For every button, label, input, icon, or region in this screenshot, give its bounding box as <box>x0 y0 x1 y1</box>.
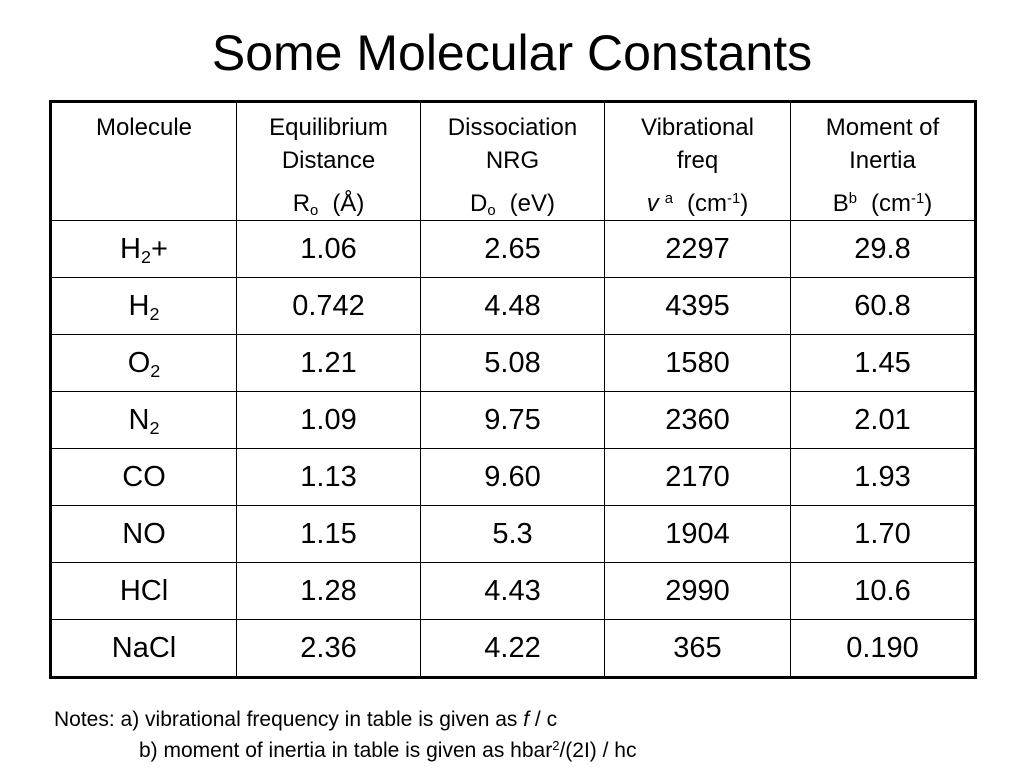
cell-dissociation: 2.65 <box>421 221 605 278</box>
cell-distance: 2.36 <box>237 620 421 678</box>
cell-vibrational: 2990 <box>605 563 791 620</box>
cell-inertia: 2.01 <box>791 392 976 449</box>
header-vibrational-symbol-sup: a <box>664 190 674 207</box>
cell-dissociation: 4.22 <box>421 620 605 678</box>
cell-molecule: $H_2+$ <box>51 221 237 278</box>
header-vibrational-symbol: v <box>646 190 659 217</box>
cell-inertia: 29.8 <box>791 221 976 278</box>
header-molecule <box>51 102 237 221</box>
cell-inertia: 1.93 <box>791 449 976 506</box>
cell-distance: 1.09 <box>237 392 421 449</box>
cell-dissociation: 5.3 <box>421 506 605 563</box>
header-vibrational-line1: Vibrational <box>641 114 754 141</box>
header-vibrational-units <box>605 187 790 220</box>
cell-distance: 1.21 <box>237 335 421 392</box>
cell-molecule: NO <box>51 506 237 563</box>
cell-vibrational: 1904 <box>605 506 791 563</box>
cell-vibrational: 2170 <box>605 449 791 506</box>
table-row <box>51 392 976 449</box>
table-row <box>51 620 976 678</box>
cell-inertia: 0.190 <box>791 620 976 678</box>
cell-molecule: $H_2$ <box>51 278 237 335</box>
header-distance-unit: (Å) <box>332 190 365 217</box>
note-b: b) moment of inertia in table is given as hbar$^2$/(2I) / hc <box>139 737 637 762</box>
cell-vibrational: 4395 <box>605 278 791 335</box>
header-distance-units <box>237 187 420 220</box>
cell-inertia: 1.45 <box>791 335 976 392</box>
header-inertia-unit-close: ) <box>924 190 933 217</box>
cell-distance: 1.06 <box>237 221 421 278</box>
page-title: Some Molecular Constants <box>211 25 813 81</box>
note-a: Notes: a) vibrational frequency in table is given as f / c <box>54 708 558 731</box>
cell-distance: 0.742 <box>237 278 421 335</box>
header-molecule-label: Molecule <box>95 114 193 141</box>
header-dissociation-line2: NRG <box>485 147 540 174</box>
header-vibrational-unit-open: (cm <box>687 190 728 217</box>
cell-inertia: 1.70 <box>791 506 976 563</box>
cell-vibrational: 365 <box>605 620 791 678</box>
cell-dissociation: 4.43 <box>421 563 605 620</box>
cell-distance: 1.15 <box>237 506 421 563</box>
header-moment-of-inertia <box>791 102 976 221</box>
header-distance-symbol: R <box>292 190 311 217</box>
cell-molecule: $O_2$ <box>51 335 237 392</box>
header-vibrational-unit-exp: -1 <box>727 190 741 207</box>
header-dissociation-unit: (eV) <box>509 190 555 217</box>
cell-dissociation: 9.60 <box>421 449 605 506</box>
cell-molecule: HCl <box>51 563 237 620</box>
header-vibrational-unit-close: ) <box>740 190 749 217</box>
header-inertia-symbol: B <box>832 190 849 217</box>
header-dissociation-energy <box>421 102 605 221</box>
cell-inertia: 60.8 <box>791 278 976 335</box>
cell-vibrational: 1580 <box>605 335 791 392</box>
cell-distance: 1.13 <box>237 449 421 506</box>
cell-dissociation: 5.08 <box>421 335 605 392</box>
cell-dissociation: 4.48 <box>421 278 605 335</box>
notes <box>54 704 637 766</box>
header-distance-symbol-sub: o <box>310 203 319 220</box>
header-equilibrium-distance <box>237 102 421 221</box>
header-vibrational-freq <box>605 102 791 221</box>
header-dissociation-symbol: D <box>470 190 488 217</box>
header-inertia-line1: Moment of <box>825 114 940 141</box>
cell-molecule: $N_2$ <box>51 392 237 449</box>
table-row <box>51 335 976 392</box>
header-inertia-units <box>791 187 974 220</box>
header-inertia-symbol-sup: b <box>848 190 858 207</box>
table-row <box>51 506 976 563</box>
cell-dissociation: 9.75 <box>421 392 605 449</box>
cell-molecule: NaCl <box>51 620 237 678</box>
cell-vibrational: 2297 <box>605 221 791 278</box>
table-row <box>51 278 976 335</box>
cell-molecule: CO <box>51 449 237 506</box>
header-vibrational-line2: freq <box>676 147 719 174</box>
header-dissociation-line1: Dissociation <box>447 114 578 141</box>
header-inertia-line2: Inertia <box>849 147 916 174</box>
header-distance-line1: Equilibrium <box>269 114 388 141</box>
cell-distance: 1.28 <box>237 563 421 620</box>
molecular-constants-table <box>49 100 977 679</box>
table-row <box>51 563 976 620</box>
cell-vibrational: 2360 <box>605 392 791 449</box>
table-row <box>51 221 976 278</box>
header-inertia-unit-open: (cm <box>871 190 912 217</box>
cell-inertia: 10.6 <box>791 563 976 620</box>
header-inertia-unit-exp: -1 <box>911 190 925 207</box>
header-dissociation-symbol-sub: o <box>487 203 496 220</box>
header-distance-line2: Distance <box>281 147 376 174</box>
table-row <box>51 449 976 506</box>
header-dissociation-units <box>421 187 604 220</box>
table-header-row <box>51 102 976 221</box>
